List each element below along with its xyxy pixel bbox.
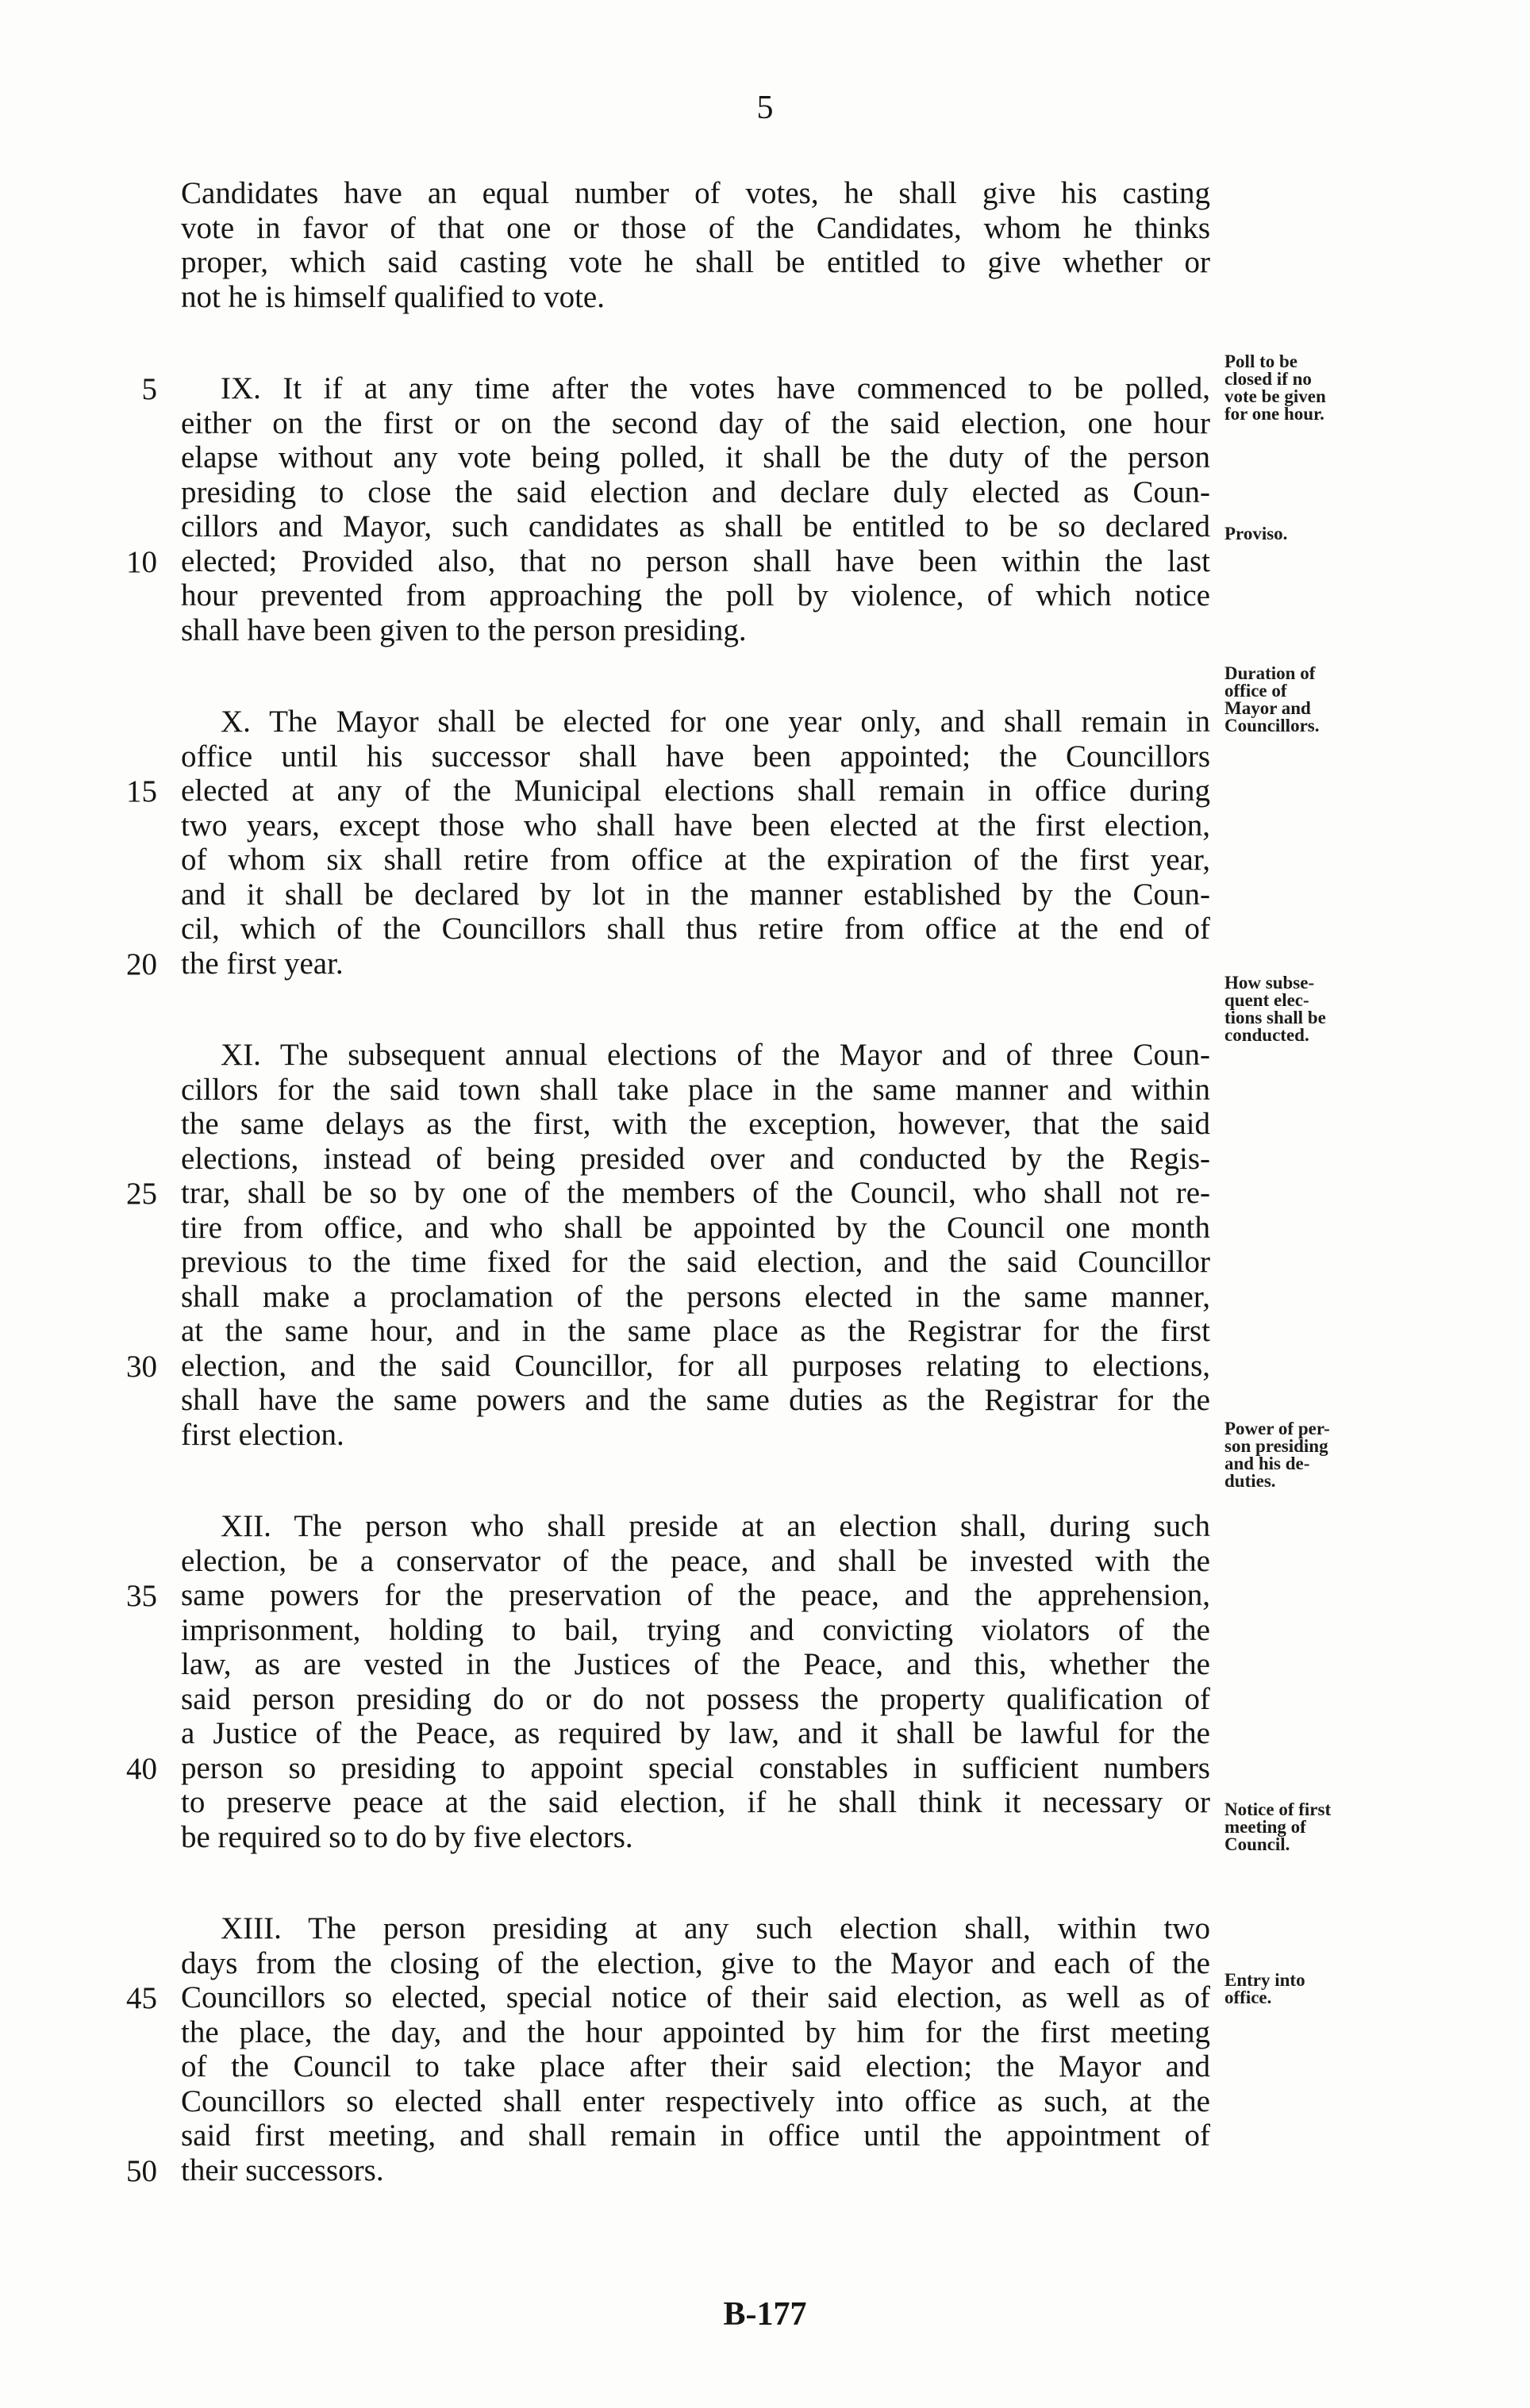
line-number: 40: [126, 1751, 157, 1786]
margin-note: How subse- quent elec- tions shall be conducted.: [1224, 973, 1326, 1045]
text-line: election, be a conservator of the peace, and shall be invested with the: [181, 1543, 1210, 1578]
text-line: to preserve peace at the said election, if he shall think it necessary or: [181, 1785, 1210, 1819]
text-line: cil, which of the Councillors shall thus retire from office at the end of: [181, 912, 1210, 946]
text-line: shall have been given to the person presiding.: [181, 613, 747, 647]
text-line: trar, shall be so by one of the members of the Council, who shall not re-: [181, 1176, 1210, 1210]
text-line: cillors and Mayor, such candidates as shall be entitled to be so declared: [181, 509, 1210, 543]
margin-note: Poll to be closed if no vote be given for one hour.: [1224, 351, 1326, 424]
line-number: 35: [126, 1579, 157, 1613]
text-line: office until his successor shall have been appointed; the Councillors: [181, 739, 1210, 774]
text-line: tire from office, and who shall be appointed by the Council one month: [181, 1210, 1210, 1245]
margin-note: Notice of first meeting of Council.: [1224, 1799, 1332, 1854]
text-line: the place, the day, and the hour appointed by him for the first meeting: [181, 2014, 1210, 2049]
margin-note: Proviso.: [1224, 524, 1288, 543]
text-line: XII. The person who shall preside at an election shall, during such: [221, 1509, 1210, 1543]
line-number: 45: [126, 1981, 157, 2015]
margin-note: Entry into office.: [1224, 1970, 1305, 2007]
margin-note: Power of per- son presiding and his de- duties.: [1224, 1419, 1330, 1491]
text-line: Councillors so elected shall enter respectively into office as such, at the: [181, 2083, 1210, 2118]
text-line: elections, instead of being presided over and conducted by the Regis-: [181, 1141, 1210, 1176]
section-xii: [126, 1509, 1210, 1854]
text-line: IX. It if at any time after the votes have commenced to be polled,: [221, 371, 1210, 405]
text-line: days from the closing of the election, give to the Mayor and each of the: [181, 1945, 1210, 1980]
line-number: 30: [126, 1349, 157, 1384]
text-line: the same delays as the first, with the exception, however, that the said: [181, 1107, 1210, 1141]
line-number: 25: [126, 1177, 157, 1211]
text-line: shall make a proclamation of the persons elected in the same manner,: [181, 1279, 1210, 1314]
text-line: election, and the said Councillor, for all purposes relating to elections,: [181, 1348, 1210, 1383]
text-line: previous to the time fixed for the said election, and the said Councillor: [181, 1245, 1210, 1279]
line-number: 10: [126, 544, 157, 579]
text-line: said person presiding do or do not possess the property qualification of: [181, 1681, 1210, 1716]
text-line: elapse without any vote being polled, it shall be the duty of the person: [181, 440, 1210, 474]
line-number: 50: [126, 2153, 157, 2188]
document-body: [126, 176, 1210, 2188]
text-line: vote in favor of that one or those of the Candidates, whom he thinks: [181, 210, 1210, 245]
text-line: proper, which said casting vote he shall be entitled to give whether or: [181, 245, 1210, 279]
text-line: and it shall be declared by lot in the manner established by the Coun-: [181, 877, 1210, 912]
text-line: cillors for the said town shall take place in the same manner and within: [181, 1072, 1210, 1107]
text-line: of whom six shall retire from office at the expiration of the first year,: [181, 843, 1210, 877]
text-line: first election.: [181, 1417, 344, 1452]
paragraph: [181, 176, 1210, 314]
signature-mark: B-177: [723, 2296, 807, 2333]
section-xiii: [126, 1911, 1210, 2188]
text-line: Councillors so elected, special notice of their said election, as well as of: [181, 1980, 1210, 2014]
section-x: [126, 705, 1210, 981]
text-line: presiding to close the said election and declare duly elected as Coun-: [181, 474, 1210, 509]
text-line: shall have the same powers and the same duties as the Registrar for the: [181, 1383, 1210, 1417]
line-number: 20: [126, 947, 157, 981]
margin-note: Duration of office of Mayor and Councillors.: [1224, 663, 1320, 735]
text-line: X. The Mayor shall be elected for one year only, and shall remain in: [221, 705, 1210, 739]
text-line: be required so to do by five electors.: [181, 1819, 633, 1854]
text-line: Candidates have an equal number of votes, he shall give his casting: [181, 176, 1210, 210]
text-line: elected; Provided also, that no person shall have been within the last: [181, 543, 1210, 578]
page-number: 5: [756, 90, 774, 126]
section-ix: [126, 371, 1210, 647]
text-line: of the Council to take place after their said election; the Mayor and: [181, 2049, 1210, 2083]
text-line: a Justice of the Peace, as required by law, and it shall be lawful for the: [181, 1716, 1210, 1750]
line-number: 5: [141, 372, 157, 406]
text-line: imprisonment, holding to bail, trying and convicting violators of the: [181, 1612, 1210, 1647]
text-line: same powers for the preservation of the peace, and the apprehension,: [181, 1578, 1210, 1612]
text-line: not he is himself qualified to vote.: [181, 279, 605, 314]
section-xi: [126, 1038, 1210, 1452]
text-line: XI. The subsequent annual elections of the Mayor and of three Coun-: [221, 1038, 1210, 1072]
text-line: person so presiding to appoint special constables in sufficient numbers: [181, 1750, 1210, 1785]
text-line: hour prevented from approaching the poll by violence, of which notice: [181, 578, 1210, 613]
text-line: either on the first or on the second day of the said election, one hour: [181, 405, 1210, 440]
text-line: at the same hour, and in the same place as the Registrar for the first: [181, 1314, 1210, 1348]
text-line: the first year.: [181, 946, 344, 981]
text-line: elected at any of the Municipal elections shall remain in office during: [181, 774, 1210, 808]
text-line: XIII. The person presiding at any such election shall, within two: [221, 1911, 1210, 1945]
text-line: their successors.: [181, 2153, 384, 2187]
text-line: two years, except those who shall have been elected at the first election,: [181, 808, 1210, 843]
text-line: law, as are vested in the Justices of the Peace, and this, whether the: [181, 1647, 1210, 1681]
text-line: said first meeting, and shall remain in office until the appointment of: [181, 2118, 1210, 2153]
line-number: 15: [126, 774, 157, 808]
